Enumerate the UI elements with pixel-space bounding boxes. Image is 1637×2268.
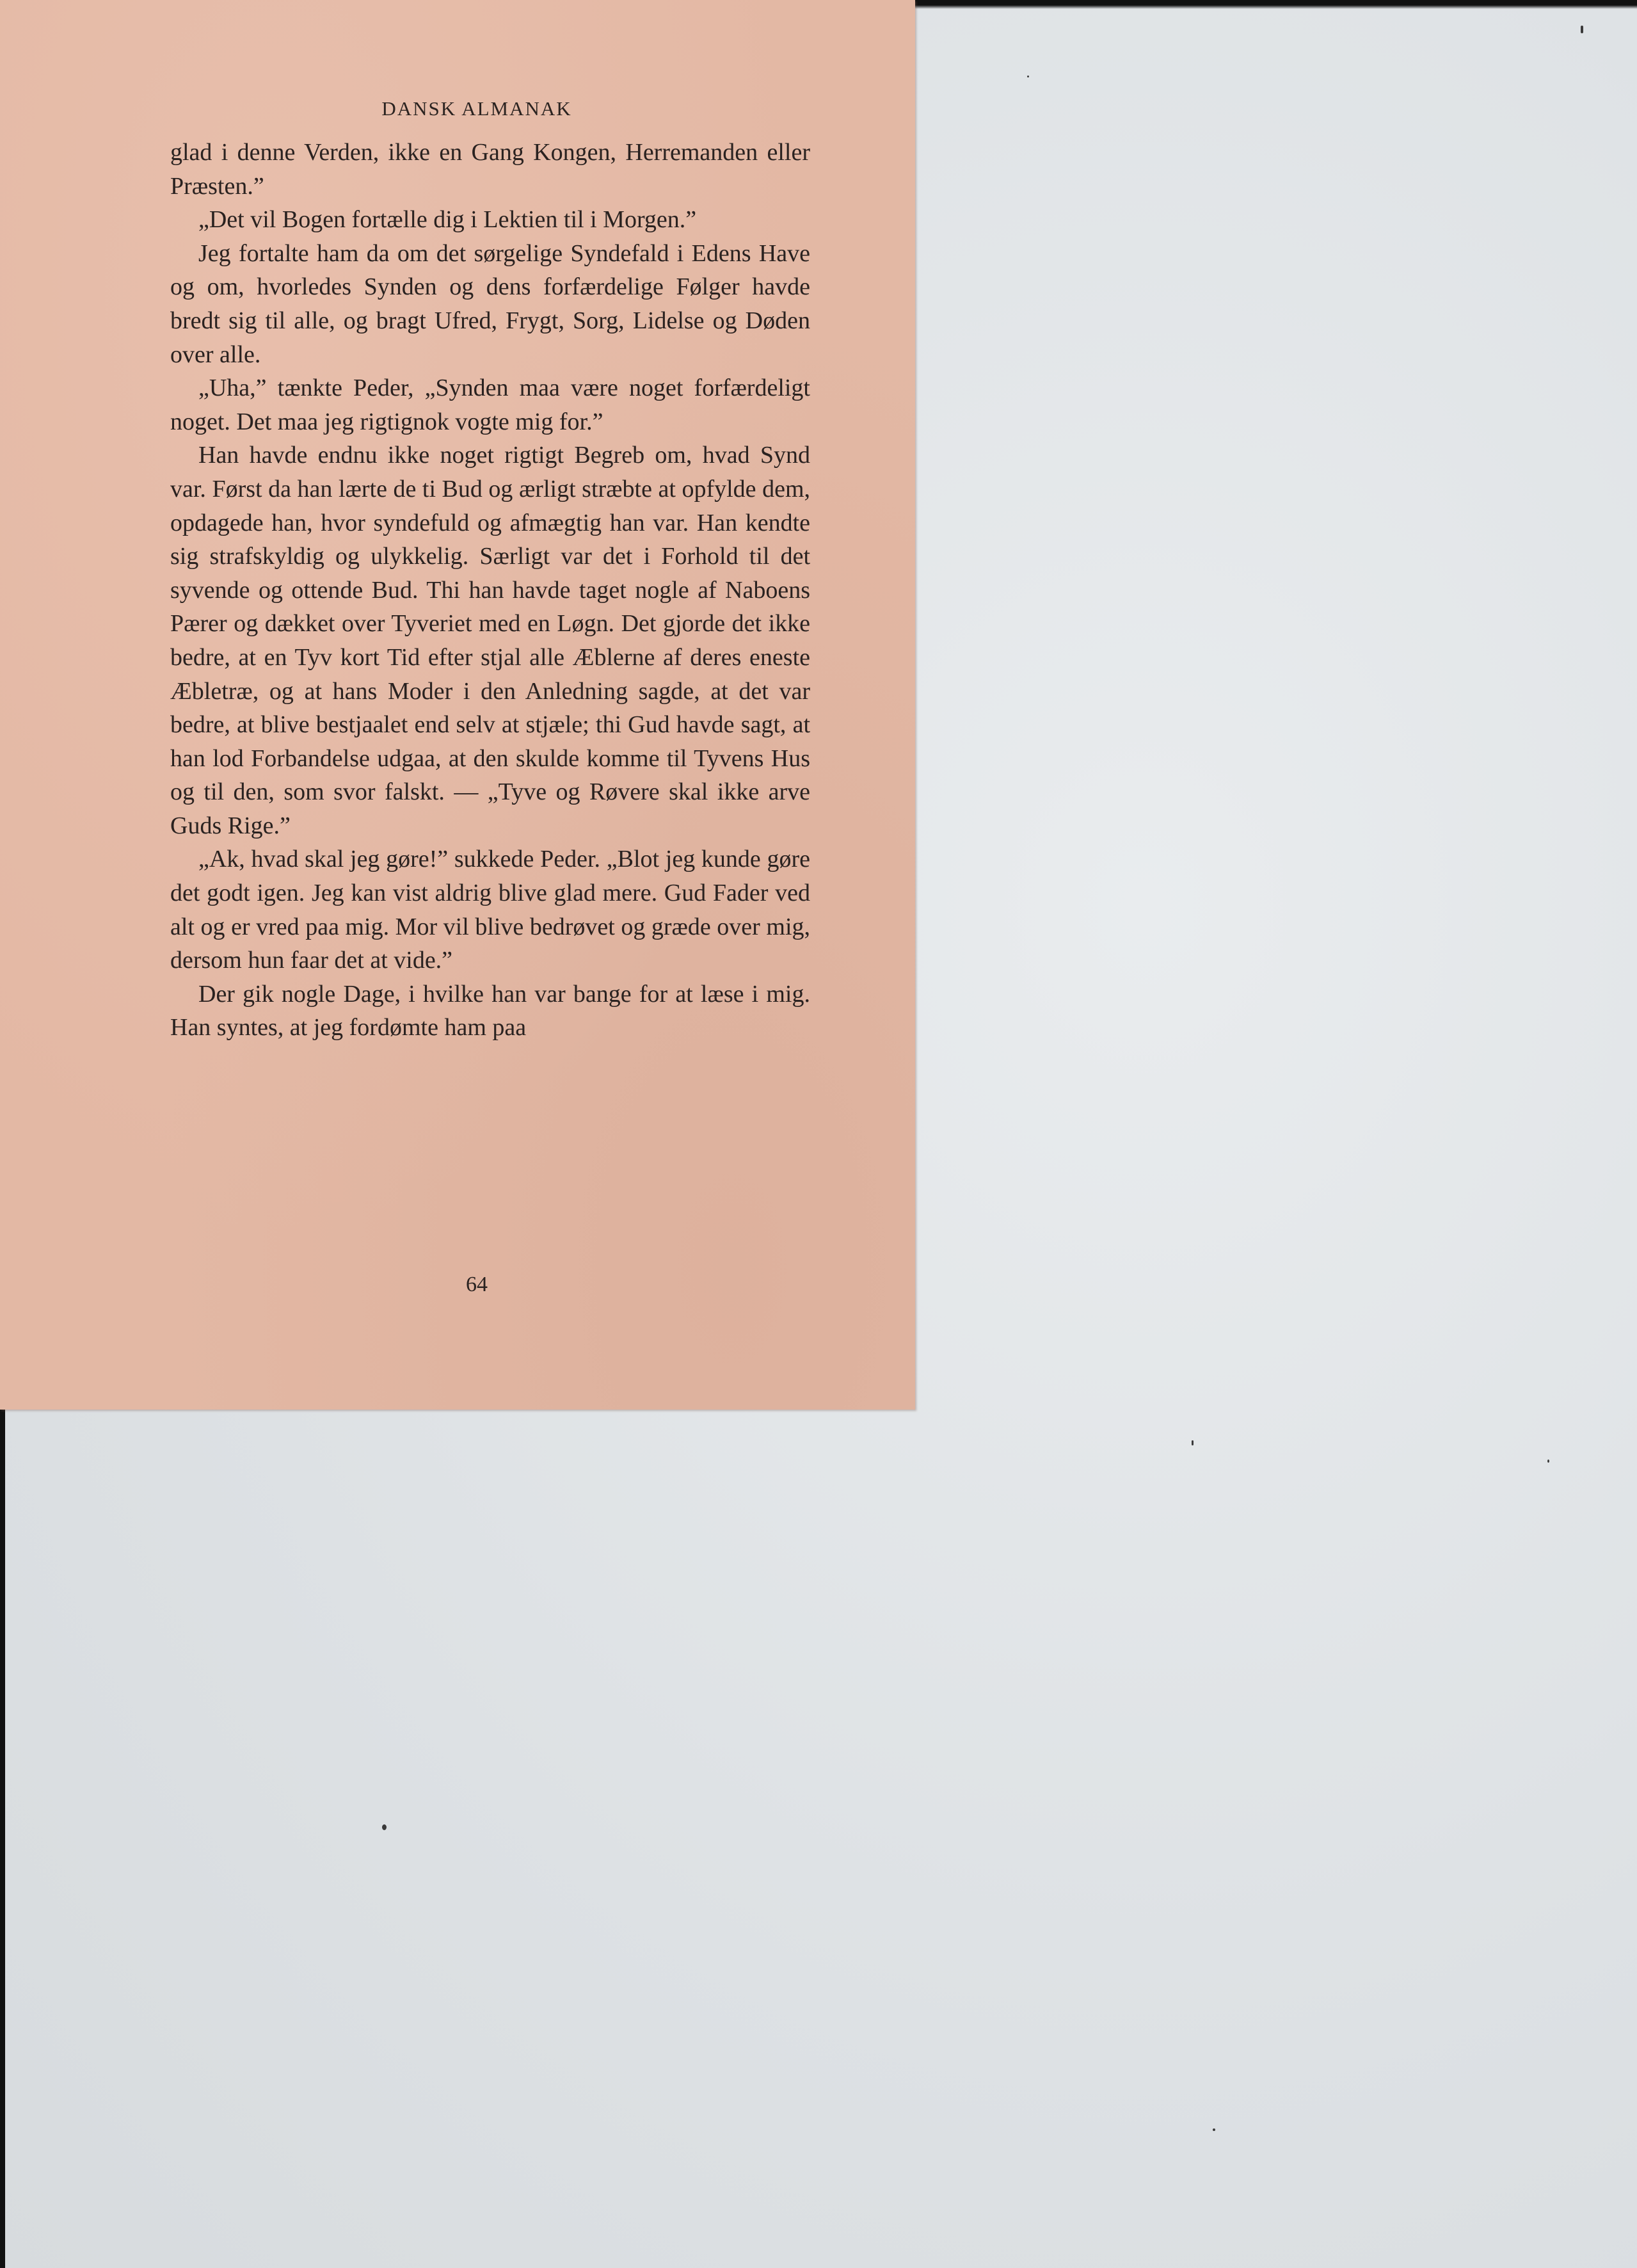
dust-speck <box>1581 26 1583 33</box>
body-text <box>170 136 810 1045</box>
dust-speck <box>1213 2128 1215 2131</box>
page-number: 64 <box>466 1273 488 1296</box>
dust-speck <box>1192 1440 1194 1445</box>
paragraph: Der gik nogle Dage, i hvilke han var bange for at læse i mig. Han syntes, at jeg fordømte ham paa <box>170 980 810 1042</box>
paragraph: glad i denne Verden, ikke en Gang Kongen, Herremanden eller Præsten.” <box>170 139 810 200</box>
paragraph: Han havde endnu ikke noget rigtigt Begreb om, hvad Synd var. Først da han lærte de ti Bud og ærligt stræbte at opfylde dem, opdagede han, hvor syndefuld og afmægtig han var. Han kendte sig strafskyldig og ulykkelig. Særligt var det i Forhold til det syvende og ottende Bud. Thi han havde taget nogle af Naboens Pærer og dækket over Tyveriet med en Løgn. Det gjorde det ikke bedre, at en Tyv kort Tid efter stjal alle Æblerne af deres eneste Æbletræ, og at hans Moder i den Anledning sagde, at det var bedre, at blive bestjaalet end selv at stjæle; thi Gud havde sagt, at han lod Forbandelse udgaa, at den skulde komme til Tyvens Hus og til den, som svor falskt. — „Tyve og Røvere skal ikke arve Guds Rige.” <box>170 442 810 839</box>
paragraph: „Det vil Bogen fortælle dig i Lektien til i Morgen.” <box>198 206 697 234</box>
scan-edge-top <box>915 0 1637 9</box>
running-header: DANSK ALMANAK <box>381 97 572 120</box>
dust-speck <box>382 1824 387 1830</box>
book-page <box>0 0 915 1410</box>
paragraph: „Uha,” tænkte Peder, „Synden maa være noget forfærdeligt noget. Det maa jeg rigtignok vogte mig for.” <box>170 374 810 435</box>
scan-edge-left <box>0 1410 5 2268</box>
dust-speck <box>1547 1460 1549 1463</box>
dust-speck <box>1027 76 1029 77</box>
paragraph: Jeg fortalte ham da om det sørgelige Syndefald i Edens Have og om, hvorledes Synden og dens forfærdelige Følger havde bredt sig til alle, og bragt Ufred, Frygt, Sorg, Lidelse og Døden over alle. <box>170 239 810 368</box>
paragraph: „Ak, hvad skal jeg gøre!” sukkede Peder. „Blot jeg kunde gøre det godt igen. Jeg kan vist aldrig blive glad mere. Gud Fader ved alt og er vred paa mig. Mor vil blive bedrøvet og græde over mig, dersom hun faar det at vide.” <box>170 846 810 974</box>
